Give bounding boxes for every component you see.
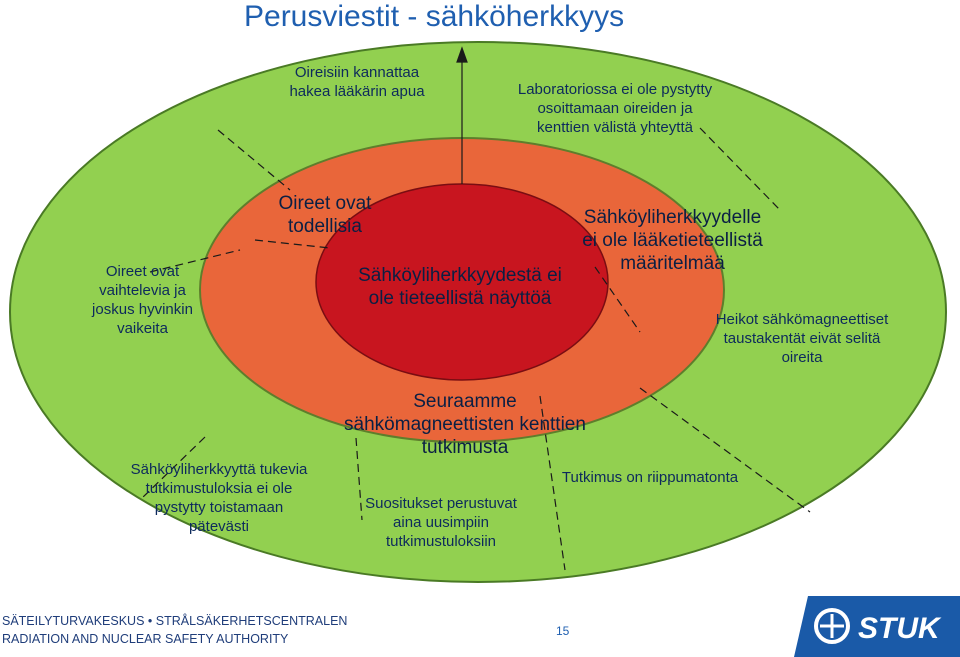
footer-org-line: SÄTEILYTURVAKESKUS • STRÅLSÄKERHETSCENTRALEN xyxy=(2,614,348,628)
outer-label-top-left: Oireisiin kannattaa hakea lääkärin apua xyxy=(289,64,425,100)
footer-org-line-en: RADIATION AND NUCLEAR SAFETY AUTHORITY xyxy=(2,632,289,646)
stuk-logo xyxy=(794,596,960,657)
middle-label-top-left: Oireet ovat todellisia xyxy=(278,193,372,237)
outer-label-right: Heikot sähkömagneettiset taustakentät eivät selitä oireita xyxy=(715,311,889,366)
slide-title: Perusviestit - sähköherkkyys xyxy=(244,0,625,33)
outer-label-bottom-left: Sähköyliherkkyyttä tukevia tutkimustuloksia ei ole pystytty toistamaan pätevästi xyxy=(130,461,308,535)
core-label: Sähköyliherkkyydestä ei ole tieteellistä näyttöä xyxy=(358,265,562,309)
outer-label-bottom-right: Tutkimus on riippumatonta xyxy=(561,469,739,486)
middle-label-top-right: Sähköyliherkkyydelle ei ole lääketieteellistä määritelmää xyxy=(582,207,763,274)
outer-label-left: Oireet ovat vaihtelevia ja joskus hyvinkin vaikeita xyxy=(92,263,193,337)
outer-label-top-right: Laboratoriossa ei ole pystytty osoittamaan oireiden ja kenttien välistä yhteyttä xyxy=(517,81,713,136)
outer-label-bottom-center: Suositukset perustuvat aina uusimpiin tutkimustuloksiin xyxy=(365,495,517,550)
middle-label-bottom: Seuraamme sähkömagneettisten kenttien tutkimusta xyxy=(344,391,586,458)
logo-text: STUK xyxy=(858,612,940,645)
page-number: 15 xyxy=(556,624,570,638)
